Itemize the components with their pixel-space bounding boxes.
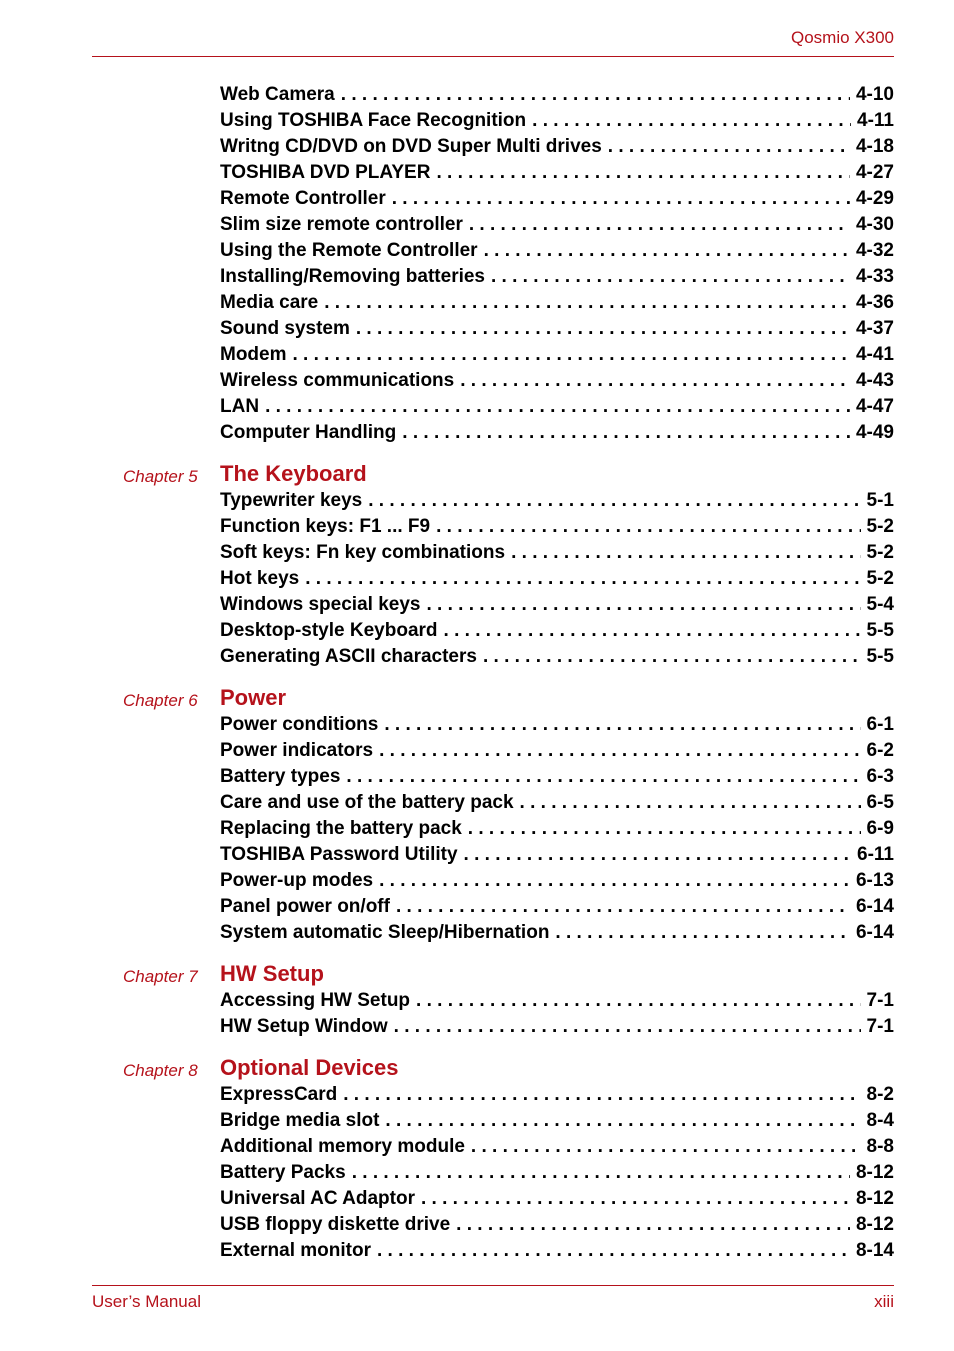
toc-entry-title: Battery types <box>220 766 341 787</box>
dot-leader <box>305 568 860 590</box>
toc-entry-title: Windows special keys <box>220 594 421 615</box>
header-rule <box>92 56 894 57</box>
toc-entry-title: Panel power on/off <box>220 896 390 917</box>
page-header-title: Qosmio X300 <box>791 28 894 47</box>
toc-entry[interactable] <box>220 542 894 568</box>
dot-leader <box>555 922 850 944</box>
toc-entry-page: 4-32 <box>855 240 894 261</box>
dot-leader <box>396 896 850 918</box>
toc-entry[interactable] <box>220 422 894 448</box>
toc-entry[interactable] <box>220 766 894 792</box>
dot-leader <box>343 1084 860 1106</box>
dot-leader <box>608 136 850 158</box>
toc-entry-page: 8-12 <box>855 1162 894 1183</box>
dot-leader <box>421 1188 850 1210</box>
dot-leader <box>468 818 861 840</box>
chapter-heading <box>92 460 894 490</box>
toc-entry[interactable] <box>220 318 894 344</box>
dot-leader <box>368 490 860 512</box>
toc-entry-page: 6-9 <box>866 818 894 839</box>
toc-entry-title: Remote Controller <box>220 188 386 209</box>
toc-entry-title: Power indicators <box>220 740 374 761</box>
toc-entry-page: 4-37 <box>855 318 894 339</box>
toc-entry-title: Computer Handling <box>220 422 397 443</box>
toc-entry-page: 5-2 <box>866 542 894 563</box>
chapter-label: Chapter 5 <box>123 467 198 486</box>
toc-entry-title: TOSHIBA Password Utility <box>220 844 458 865</box>
toc-entry[interactable] <box>220 188 894 214</box>
toc-entry-title: Care and use of the battery pack <box>220 792 514 813</box>
toc-entry-page: 6-2 <box>866 740 894 761</box>
dot-leader <box>385 1110 860 1132</box>
toc-entry[interactable] <box>220 714 894 740</box>
toc-entry-title: Universal AC Adaptor <box>220 1188 415 1209</box>
dot-leader <box>352 1162 850 1184</box>
toc-entry-title: Battery Packs <box>220 1162 346 1183</box>
toc-entry[interactable] <box>220 84 894 110</box>
toc-entry-page: 6-5 <box>866 792 894 813</box>
dot-leader <box>392 188 850 210</box>
toc-entry[interactable] <box>220 136 894 162</box>
toc-entry-page: 4-29 <box>855 188 894 209</box>
section-gap <box>92 948 894 960</box>
toc-entry-page: 6-14 <box>855 922 894 943</box>
dot-leader <box>520 792 861 814</box>
dot-leader <box>471 1136 861 1158</box>
toc-entry-page: 4-18 <box>855 136 894 157</box>
toc-entry-page: 7-1 <box>866 1016 894 1037</box>
toc-entry-page: 6-3 <box>866 766 894 787</box>
dot-leader <box>379 740 860 762</box>
toc-entry-title: Typewriter keys <box>220 490 363 511</box>
dot-leader <box>341 84 850 106</box>
footer-page-number: xiii <box>874 1292 894 1311</box>
dot-leader <box>436 162 850 184</box>
dot-leader <box>379 870 850 892</box>
dot-leader <box>436 516 860 538</box>
section-gap <box>92 1042 894 1054</box>
dot-leader <box>384 714 860 736</box>
toc-entry[interactable] <box>220 1188 894 1214</box>
toc-entry[interactable] <box>220 110 894 136</box>
toc-entry-title: External monitor <box>220 1240 371 1261</box>
toc-entry[interactable] <box>220 1016 894 1042</box>
toc-entry-title: Power-up modes <box>220 870 374 891</box>
toc-entry[interactable] <box>220 870 894 896</box>
toc-entry-page: 4-11 <box>857 110 894 131</box>
chapter-label: Chapter 7 <box>123 967 198 986</box>
toc-entry-title: Bridge media slot <box>220 1110 380 1131</box>
toc-entry-page: 4-30 <box>855 214 894 235</box>
chapter-label: Chapter 8 <box>123 1061 198 1080</box>
toc-entry-title: Slim size remote controller <box>220 214 463 235</box>
toc-entry-page: 5-1 <box>866 490 894 511</box>
toc-entry[interactable] <box>220 1110 894 1136</box>
toc-entry-page: 4-47 <box>855 396 894 417</box>
toc-entry-title: Desktop-style Keyboard <box>220 620 438 641</box>
dot-leader <box>483 646 861 668</box>
toc-entry-page: 8-12 <box>855 1214 894 1235</box>
toc-entry[interactable] <box>220 214 894 240</box>
toc-entry-title: LAN <box>220 396 260 417</box>
toc-entry[interactable] <box>220 1136 894 1162</box>
footer-manual-title: User’s Manual <box>92 1292 201 1311</box>
dot-leader <box>356 318 850 340</box>
toc-entry-page: 8-14 <box>855 1240 894 1261</box>
toc-entry[interactable] <box>220 1240 894 1266</box>
toc-entry-page: 8-12 <box>855 1188 894 1209</box>
chapter-title[interactable]: Optional Devices <box>220 1055 399 1080</box>
dot-leader <box>444 620 861 642</box>
dot-leader <box>265 396 850 418</box>
toc-entry-title: Hot keys <box>220 568 300 589</box>
toc-entry[interactable] <box>220 162 894 188</box>
toc-entry[interactable] <box>220 896 894 922</box>
footer-rule <box>92 1285 894 1286</box>
toc-entry[interactable] <box>220 740 894 766</box>
toc-entry[interactable] <box>220 594 894 620</box>
toc-entry-page: 4-36 <box>855 292 894 313</box>
dot-leader <box>324 292 850 314</box>
toc-entry-title: Installing/Removing batteries <box>220 266 485 287</box>
toc-entry-title: System automatic Sleep/Hibernation <box>220 922 550 943</box>
toc-entry-title: HW Setup Window <box>220 1016 388 1037</box>
dot-leader <box>511 542 860 564</box>
toc-entry-title: Sound system <box>220 318 350 339</box>
toc-entry-page: 6-11 <box>857 844 894 865</box>
chapter-title[interactable]: Power <box>220 685 287 710</box>
toc-entry[interactable] <box>220 396 894 422</box>
toc-entry[interactable] <box>220 1214 894 1240</box>
toc-entry[interactable] <box>220 292 894 318</box>
toc-entry[interactable] <box>220 844 894 870</box>
toc-entry-page: 8-4 <box>866 1110 894 1131</box>
toc-entry-title: TOSHIBA DVD PLAYER <box>220 162 431 183</box>
toc-entry-title: Power conditions <box>220 714 379 735</box>
toc-entry[interactable] <box>220 1162 894 1188</box>
toc-entry-page: 4-43 <box>855 370 894 391</box>
chapter-title[interactable]: The Keyboard <box>220 461 367 486</box>
chapter-title[interactable]: HW Setup <box>220 961 324 986</box>
toc-entry[interactable] <box>220 370 894 396</box>
toc-entry[interactable] <box>220 490 894 516</box>
section-gap <box>92 448 894 460</box>
dot-leader <box>464 844 851 866</box>
toc-entry-page: 8-8 <box>866 1136 894 1157</box>
toc-entry[interactable] <box>220 818 894 844</box>
toc-entry-title: Media care <box>220 292 319 313</box>
toc-entry-page: 5-5 <box>866 646 894 667</box>
toc-entry[interactable] <box>220 266 894 292</box>
section-gap <box>92 672 894 684</box>
chapter-heading <box>92 684 894 714</box>
dot-leader <box>293 344 850 366</box>
dot-leader <box>532 110 851 132</box>
toc-entry-title: Modem <box>220 344 287 365</box>
toc-block <box>92 84 894 1266</box>
toc-entry[interactable] <box>220 516 894 542</box>
toc-entry-page: 4-27 <box>855 162 894 183</box>
dot-leader <box>402 422 850 444</box>
toc-entry[interactable] <box>220 1084 894 1110</box>
toc-entry-page: 6-13 <box>855 870 894 891</box>
toc-entry-title: Replacing the battery pack <box>220 818 462 839</box>
toc-entry-title: ExpressCard <box>220 1084 338 1105</box>
toc-entry-page: 5-5 <box>866 620 894 641</box>
toc-entry[interactable] <box>220 344 894 370</box>
toc-entry-page: 7-1 <box>866 990 894 1011</box>
toc-entry-page: 5-2 <box>866 516 894 537</box>
dot-leader <box>469 214 850 236</box>
toc-entry-title: Writng CD/DVD on DVD Super Multi drives <box>220 136 602 157</box>
chapter-label: Chapter 6 <box>123 691 198 710</box>
dot-leader <box>460 370 850 392</box>
dot-leader <box>491 266 850 288</box>
toc-entry-page: 6-14 <box>855 896 894 917</box>
toc-entry[interactable] <box>220 922 894 948</box>
toc-entry-page: 4-49 <box>855 422 894 443</box>
toc-entry[interactable] <box>220 568 894 594</box>
toc-entry-title: Wireless communications <box>220 370 455 391</box>
toc-entry-page: 8-2 <box>866 1084 894 1105</box>
toc-entry[interactable] <box>220 792 894 818</box>
toc-entry-title: Soft keys: Fn key combinations <box>220 542 506 563</box>
toc-entry-title: Generating ASCII characters <box>220 646 477 667</box>
toc-entry-title: Function keys: F1 ... F9 <box>220 516 431 537</box>
toc-entry-page: 6-1 <box>866 714 894 735</box>
toc-entry-title: Additional memory module <box>220 1136 465 1157</box>
toc-entry[interactable] <box>220 646 894 672</box>
toc-entry-title: USB floppy diskette drive <box>220 1214 451 1235</box>
toc-entry-title: Accessing HW Setup <box>220 990 411 1011</box>
toc-entry[interactable] <box>220 990 894 1016</box>
dot-leader <box>484 240 850 262</box>
chapter-heading <box>92 960 894 990</box>
toc-entry-title: Using the Remote Controller <box>220 240 478 261</box>
toc-entry[interactable] <box>220 240 894 266</box>
toc-entry-page: 4-41 <box>855 344 894 365</box>
dot-leader <box>426 594 860 616</box>
dot-leader <box>346 766 860 788</box>
dot-leader <box>394 1016 861 1038</box>
toc-entry-title: Using TOSHIBA Face Recognition <box>220 110 527 131</box>
chapter-heading <box>92 1054 894 1084</box>
toc-entry-page: 5-2 <box>866 568 894 589</box>
toc-entry-page: 4-10 <box>855 84 894 105</box>
dot-leader <box>416 990 860 1012</box>
toc-entry[interactable] <box>220 620 894 646</box>
dot-leader <box>456 1214 850 1236</box>
toc-entry-page: 4-33 <box>855 266 894 287</box>
toc-entry-title: Web Camera <box>220 84 335 105</box>
dot-leader <box>377 1240 850 1262</box>
toc-entry-page: 5-4 <box>866 594 894 615</box>
